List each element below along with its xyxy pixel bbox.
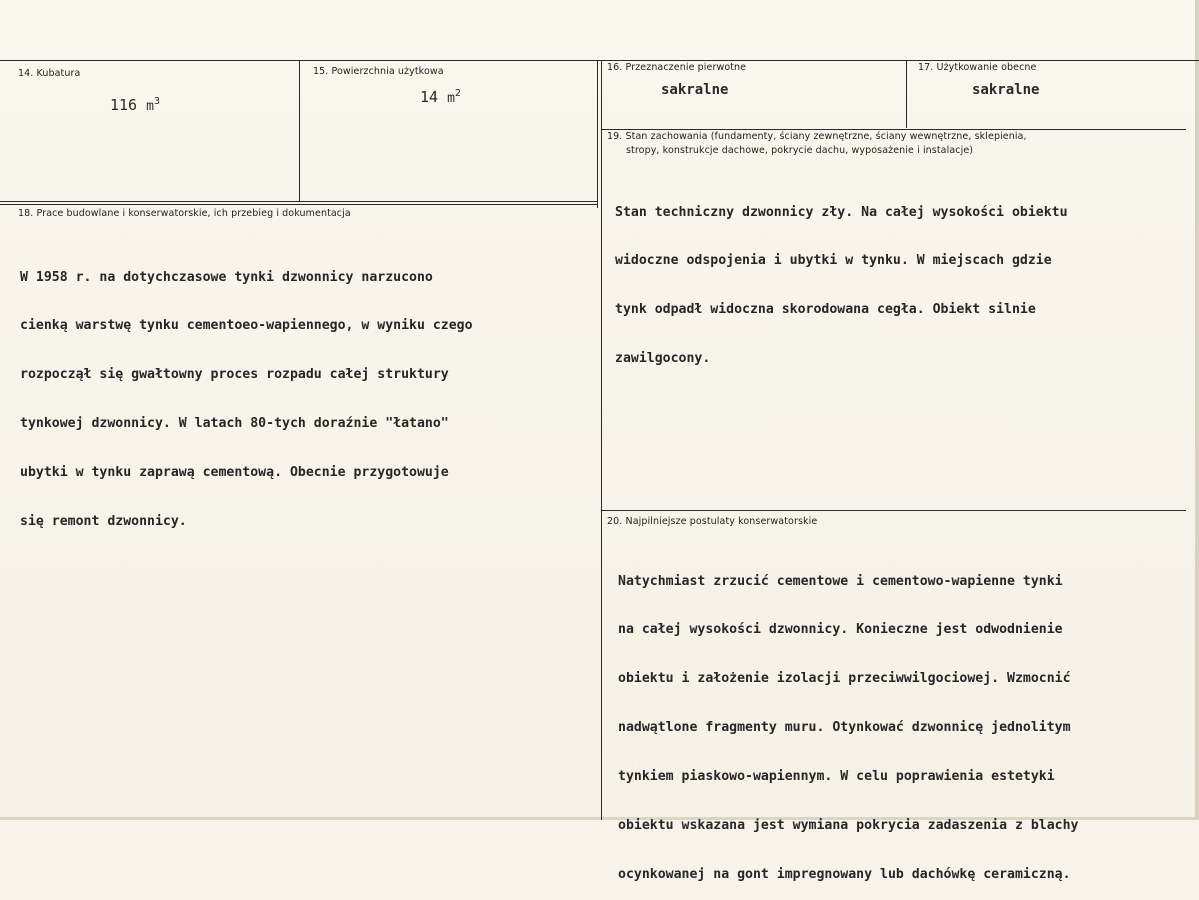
divider-14-15 [299,60,300,202]
field-17-label: 17. Użytkowanie obecne [918,62,1037,73]
field-14-exponent: 3 [153,96,160,107]
field-18-line: się remont dzwonnicy. [20,514,187,530]
top-border [0,60,1199,61]
field-15-unit: m [447,91,455,106]
field-14-label: 14. Kubatura [18,68,81,79]
field-20-line: obiektu i założenie izolacji przeciwwilgociowej. Wzmocnić [618,671,1071,687]
line-under-14-15 [0,201,598,202]
field-20-line: ocynkowanej na gont impregnowany lub dachówkę ceramiczną. [618,866,1071,882]
field-19-line: tynk odpadł widoczna skorodowana cegła. Obiekt silnie [615,302,1036,318]
divider-16-17 [906,60,907,128]
field-19-line: Stan techniczny dzwonnicy zły. Na całej wysokości obiektu [615,204,1068,220]
field-18-line: cienką warstwę tynku cementoeo-wapiennego, w wyniku czego [20,318,473,334]
field-18-line: W 1958 r. na dotychczasowe tynki dzwonnicy narzucono [20,269,433,285]
field-15-number: 14 [420,88,439,106]
field-14-value [110,96,160,114]
field-15-value [420,88,461,106]
field-14-number: 116 [110,96,138,114]
line-above-20 [601,510,1186,511]
field-19-label-line1: 19. Stan zachowania (fundamenty, ściany zewnętrzne, ściany wewnętrzne, sklepienia, [607,131,1027,142]
line-18-top [0,204,598,205]
field-18-label: 18. Prace budowlane i konserwatorskie, ich przebieg i dokumentacja [18,208,351,219]
field-17-value: sakralne [972,82,1040,98]
field-15-label: 15. Powierzchnia użytkowa [313,66,444,77]
field-20-line: na całej wysokości dzwonnicy. Konieczne jest odwodnienie [618,622,1063,638]
field-20-line: tynkiem piaskowo-wapiennym. W celu poprawienia estetyki [618,769,1055,785]
field-19-line: zawilgocony. [615,351,711,367]
field-14-unit: m [146,99,154,114]
field-20-line: obiektu wskazana jest wymiana pokrycia zadaszenia z blachy [618,818,1079,834]
field-20-line: nadwątlone fragmenty muru. Otynkować dzwonnicę jednolitym [618,720,1071,736]
field-16-label: 16. Przeznaczenie pierwotne [607,62,747,73]
line-under-16-17 [601,129,1186,130]
field-20-text [618,541,1079,900]
field-16-value: sakralne [661,82,729,98]
field-19-line: widoczne odspojenia i ubytki w tynku. W miejscach gdzie [615,253,1052,269]
field-19-label-line2: stropy, konstrukcje dachowe, pokrycie dachu, wyposażenie i instalacje) [626,145,974,156]
field-20-label: 20. Najpilniejsze postulaty konserwatorskie [607,516,818,527]
field-18-line: tynkowej dzwonnicy. W latach 80-tych doraźnie "łatano" [20,416,449,432]
field-20-line: Natychmiast zrzucić cementowe i cementowo-wapienne tynki [618,573,1063,589]
field-18-line: ubytki w tynku zaprawą cementową. Obecnie przygotowuje [20,465,449,481]
divider-15-16 [597,60,598,208]
field-18-text [20,237,473,547]
field-15-exponent: 2 [454,88,461,99]
divider-left-right [601,60,602,820]
paper-edge-right [1195,0,1199,820]
field-19-text [615,172,1068,384]
field-18-line: rozpoczął się gwałtowny proces rozpadu całej struktury [20,367,449,383]
